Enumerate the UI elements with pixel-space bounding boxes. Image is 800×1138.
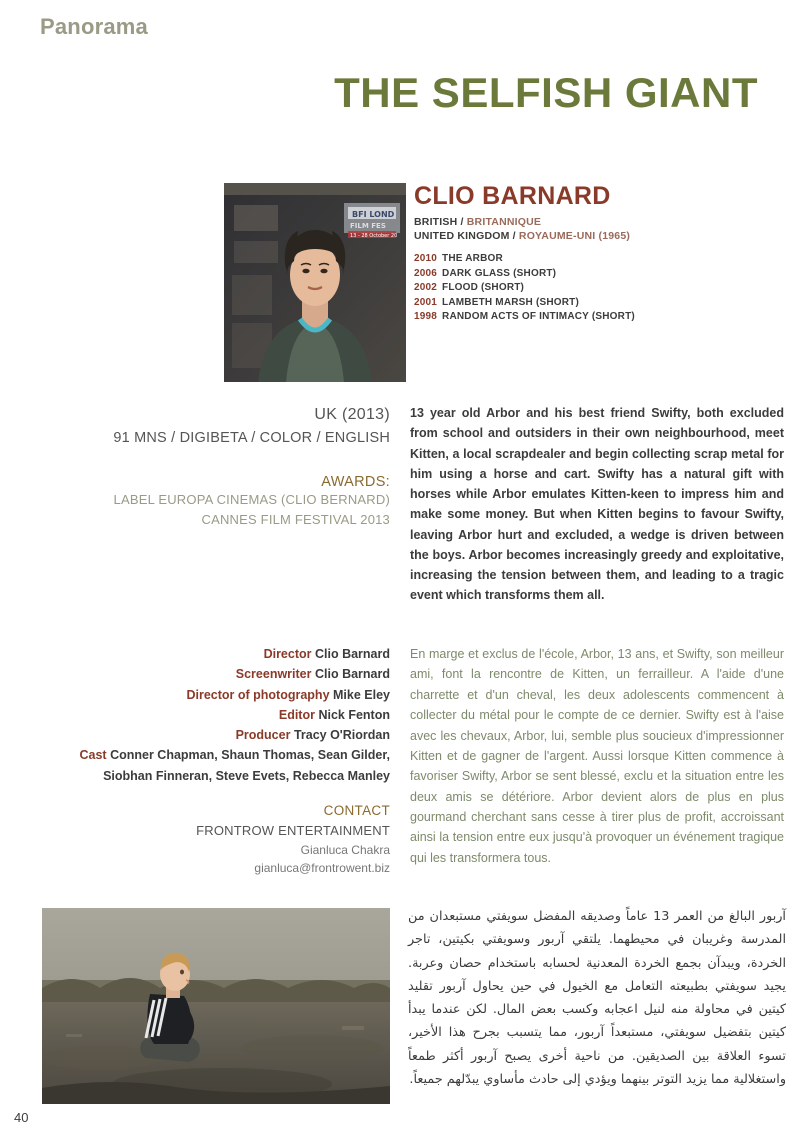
contact-company: FRONTROW ENTERTAINMENT <box>196 823 390 839</box>
credit-role: Editor <box>278 707 315 722</box>
filmography-year: 2006 <box>414 267 438 279</box>
director-nationality <box>414 216 784 228</box>
filmography-title: FLOOD (SHORT) <box>442 282 525 294</box>
film-still <box>42 908 390 1104</box>
credit-value: Tracy O'Riordan <box>293 728 390 742</box>
nationality-fr: BRITANNIQUE <box>466 216 542 229</box>
filmography-row <box>414 296 784 311</box>
contact-email[interactable]: gianluca@frontrowent.biz <box>254 860 390 875</box>
contact-heading: CONTACT <box>323 803 390 818</box>
section-label: Panorama <box>40 14 148 39</box>
credit-row <box>30 664 390 684</box>
filmography-row <box>414 281 784 296</box>
svg-text:13 - 28 October 20: 13 - 28 October 20 <box>350 233 398 239</box>
credits-block <box>30 644 390 786</box>
filmography-title: LAMBETH MARSH (SHORT) <box>442 296 580 308</box>
country-en: UNITED KINGDOM / <box>414 230 516 243</box>
contact-block <box>30 801 390 877</box>
award-item: LABEL EUROPA CINEMAS (CLIO BERNARD) <box>113 491 390 507</box>
spec-format: 91 MNS / DIGIBETA / COLOR / ENGLISH <box>113 429 390 446</box>
credit-role: Cast <box>79 748 107 763</box>
nationality-en: BRITISH / <box>414 216 464 229</box>
filmography-title: THE ARBOR <box>442 253 503 265</box>
credit-row <box>30 705 390 725</box>
director-portrait <box>224 183 406 382</box>
contact-person: Gianluca Chakra <box>300 842 390 857</box>
credit-value: Conner Chapman, Shaun Thomas, Sean Gilder, Siobhan Finneran, Steve Evets, Rebecca Manley <box>103 748 390 783</box>
portrait-photo <box>224 183 406 382</box>
credit-value: Nick Fenton <box>318 707 390 722</box>
film-specs <box>40 403 390 530</box>
credit-row <box>30 745 390 786</box>
credit-role: Producer <box>235 728 291 742</box>
filmography-title: DARK GLASS (SHORT) <box>442 267 557 279</box>
credit-role: Screenwriter <box>235 667 312 682</box>
filmography-title: RANDOM ACTS OF INTIMACY (SHORT) <box>442 311 635 323</box>
filmography-row <box>414 252 784 267</box>
director-filmography <box>414 252 784 325</box>
synopsis-arabic: آربور البالغ من العمر 13 عاماً وصديقه المفضل سويفتي مستبعدان من المدرسة وغريبان في محيطهما. يلتقي آربور وسويفتي بكيتين، تاجر الخردة، ويبدآن بجمع الخردة المعدنية لحسابه باستخدام حصان وعربة. يجيد سويفتي بطبيعته التعامل مع الخيول في حين يحاول آربور تقليد كيتين في محاولة منه لنيل اعجابه وكسب بعض المال. لكن عندما يبدأ كيتين بتفضيل سويفتي، مستبعداً آربور، مما يتسبب بجرح هذا الأخير، تسوء العلاقة بين الصديقين. من ناحية أخرى يصبح آربور أكثر طمعاً واستغلالية مما يزيد التوتر بينهما ويؤدي إلى حادث مأساوي يبدّلهم جميعاً. <box>408 909 786 1087</box>
credit-row <box>30 685 390 705</box>
credit-value: Mike Eley <box>333 687 390 702</box>
award-item: CANNES FILM FESTIVAL 2013 <box>201 511 390 527</box>
synopsis-french: En marge et exclus de l'école, Arbor, 13 ans, et Swifty, son meilleur ami, font la rencontre de Kitten, un ferrailleur. A l'aide d'une charrette et d'un cheval, les deux adolescents commencent à collecter du métal pour le compte de ce dernier. Swifty est à l'aise avec les chevaux, Arbor, lui, semble plus soucieux d'impressionner Kitten et de gagner de l'argent. Aussi lorsque Kitten commence à favoriser Swifty, Arbor se sent blessé, exclu et la situation entre les deux amis se détériore. Arbor devient alors de plus en plus gourmand cherchant sans cesse à tirer plus de profit, accroissant ainsi la tension entre eux jusqu'à provoquer un événement tragique qui les transformera tous. <box>410 647 784 865</box>
credit-value: Clio Barnard <box>314 667 390 682</box>
svg-text:BFI LOND: BFI LOND <box>352 210 395 219</box>
credit-row <box>30 644 390 664</box>
filmography-year: 1998 <box>414 311 438 323</box>
still-photo <box>42 908 390 1104</box>
filmography-year: 2002 <box>414 282 438 294</box>
country-fr: ROYAUME-UNI (1965) <box>518 230 631 243</box>
filmography-year: 2001 <box>414 296 438 308</box>
filmography-row <box>414 310 784 325</box>
credit-role: Director of photography <box>186 687 330 702</box>
credit-row <box>30 725 390 745</box>
awards-heading: AWARDS: <box>321 473 390 490</box>
svg-text:FILM FES: FILM FES <box>350 222 386 230</box>
filmography-row <box>414 267 784 282</box>
spec-country-year: UK (2013) <box>314 406 390 423</box>
filmography-year: 2010 <box>414 253 438 265</box>
page-number: 40 <box>14 1110 29 1125</box>
director-country <box>414 230 784 242</box>
synopsis-english: 13 year old Arbor and his best friend Swifty, both excluded from school and outsiders in their own neighbourhood, meet Kitten, a local scrapdealer and begin collecting scrap metal for him using a horse and cart. Swifty has a natural gift with horses while Arbor emulates Kitten-keen to impress him and make some money. But when Kitten begins to favour Swifty, leaving Arbor hurt and excluded, a wedge is driven between the boys. Arbor becomes increasingly greedy and exploitative, increasing the tension between them, and leading to a tragic event which transforms them all. <box>410 406 784 603</box>
director-name: CLIO BARNARD <box>414 182 611 210</box>
film-title: THE SELFISH GIANT <box>334 69 758 116</box>
credit-value: Clio Barnard <box>314 647 390 661</box>
credit-role: Director <box>263 647 312 661</box>
director-info <box>414 183 784 325</box>
